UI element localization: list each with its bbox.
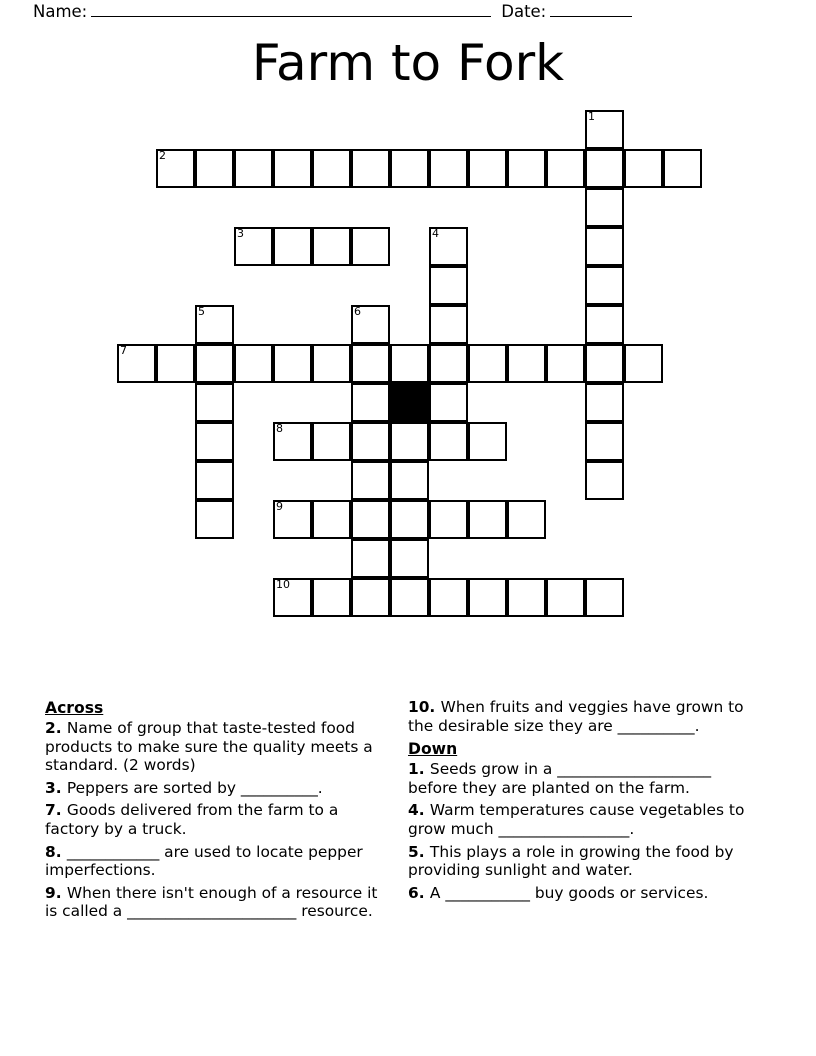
grid-cell[interactable] xyxy=(195,149,234,188)
grid-cell-number: 6 xyxy=(354,305,361,318)
grid-cell-number: 1 xyxy=(588,110,595,123)
grid-cell[interactable] xyxy=(429,227,468,266)
grid-cell[interactable] xyxy=(351,227,390,266)
grid-cell[interactable] xyxy=(195,422,234,461)
clue-text: Warm temperatures cause vegetables to grow much _________________. xyxy=(408,801,745,838)
grid-cell[interactable] xyxy=(390,149,429,188)
clues-column-left xyxy=(45,698,390,925)
grid-cell[interactable] xyxy=(273,578,312,617)
grid-cell[interactable] xyxy=(273,500,312,539)
grid-cell[interactable] xyxy=(312,227,351,266)
grid-cell[interactable] xyxy=(429,149,468,188)
clue-across-10 xyxy=(408,698,753,735)
clue-down-4 xyxy=(408,801,753,838)
grid-cell[interactable] xyxy=(468,344,507,383)
grid-cell[interactable] xyxy=(312,422,351,461)
clue-number: 3. xyxy=(45,778,67,797)
grid-cell[interactable] xyxy=(429,578,468,617)
grid-cell[interactable] xyxy=(585,266,624,305)
grid-cell[interactable] xyxy=(546,578,585,617)
grid-cell[interactable] xyxy=(663,149,702,188)
grid-cell-number: 2 xyxy=(159,149,166,162)
clue-down-1 xyxy=(408,760,753,797)
grid-cell[interactable] xyxy=(273,227,312,266)
grid-cell[interactable] xyxy=(429,422,468,461)
grid-cell[interactable] xyxy=(507,344,546,383)
clue-number: 9. xyxy=(45,883,67,902)
clue-number: 7. xyxy=(45,801,67,820)
clue-text: A ___________ buy goods or services. xyxy=(429,883,709,902)
grid-cell[interactable] xyxy=(546,149,585,188)
grid-cell[interactable] xyxy=(429,266,468,305)
grid-cell[interactable] xyxy=(429,383,468,422)
grid-cell[interactable] xyxy=(234,149,273,188)
clue-text: This plays a role in growing the food by providing sunlight and water. xyxy=(408,842,734,880)
clue-text: Seeds grow in a ____________________ before they are planted on the farm. xyxy=(408,760,712,797)
grid-cell[interactable] xyxy=(585,422,624,461)
down-heading: Down xyxy=(408,740,458,759)
grid-cell[interactable] xyxy=(195,500,234,539)
clue-across-3 xyxy=(45,779,390,798)
grid-cell[interactable] xyxy=(195,344,234,383)
clue-text: Goods delivered from the farm to a factory by a truck. xyxy=(45,801,339,838)
clue-down-6 xyxy=(408,884,753,903)
grid-cell-number: 3 xyxy=(237,227,244,240)
grid-cell[interactable] xyxy=(585,227,624,266)
clue-text: ____________ are used to locate pepper imperfections. xyxy=(45,842,363,880)
grid-cell[interactable] xyxy=(585,305,624,344)
grid-cell[interactable] xyxy=(195,305,234,344)
grid-cell[interactable] xyxy=(468,500,507,539)
grid-cell[interactable] xyxy=(351,461,390,500)
clue-across-7 xyxy=(45,801,390,838)
page-title: Farm to Fork xyxy=(251,34,565,92)
clue-across-9 xyxy=(45,884,390,921)
clue-text: When there isn't enough of a resource it is called a ______________________ resource. xyxy=(45,883,378,921)
grid-cell[interactable] xyxy=(585,188,624,227)
clue-across-2 xyxy=(45,719,390,775)
grid-cell[interactable] xyxy=(351,149,390,188)
clues-column-right xyxy=(408,698,753,906)
grid-cell[interactable] xyxy=(351,578,390,617)
grid-cell[interactable] xyxy=(585,461,624,500)
grid-cell[interactable] xyxy=(585,149,624,188)
grid-cell[interactable] xyxy=(585,110,624,149)
grid-cell[interactable] xyxy=(156,344,195,383)
clue-number: 5. xyxy=(408,842,430,861)
grid-cell[interactable] xyxy=(312,344,351,383)
grid-cell[interactable] xyxy=(624,344,663,383)
grid-cell[interactable] xyxy=(429,500,468,539)
grid-cell[interactable] xyxy=(351,344,390,383)
grid-cell[interactable] xyxy=(273,344,312,383)
grid-cell[interactable] xyxy=(195,383,234,422)
grid-cell[interactable] xyxy=(234,227,273,266)
grid-cell[interactable] xyxy=(507,149,546,188)
clue-number: 4. xyxy=(408,801,430,820)
grid-cell[interactable] xyxy=(390,539,429,578)
grid-cell[interactable] xyxy=(312,578,351,617)
grid-cell[interactable] xyxy=(390,422,429,461)
clue-across-8 xyxy=(45,843,390,880)
grid-cell[interactable] xyxy=(234,344,273,383)
grid-cell[interactable] xyxy=(390,578,429,617)
grid-cell-number: 10 xyxy=(276,578,290,591)
grid-cell[interactable] xyxy=(468,422,507,461)
grid-cell[interactable] xyxy=(585,578,624,617)
grid-cell-number: 8 xyxy=(276,422,283,435)
clue-number: 1. xyxy=(408,760,430,779)
grid-cell[interactable] xyxy=(156,149,195,188)
grid-cell[interactable] xyxy=(351,539,390,578)
grid-cell[interactable] xyxy=(429,344,468,383)
grid-cell[interactable] xyxy=(468,149,507,188)
across-heading: Across xyxy=(45,699,104,717)
clue-number: 6. xyxy=(408,883,430,902)
date-label: Date: xyxy=(501,2,547,21)
grid-cell[interactable] xyxy=(624,149,663,188)
grid-cell[interactable] xyxy=(468,578,507,617)
clue-text: Peppers are sorted by __________. xyxy=(66,778,323,797)
grid-cell[interactable] xyxy=(546,344,585,383)
clue-number: 8. xyxy=(45,842,67,861)
grid-cell-number: 4 xyxy=(432,227,439,240)
grid-cell[interactable] xyxy=(117,344,156,383)
grid-cell[interactable] xyxy=(351,500,390,539)
clues-section xyxy=(0,698,816,998)
grid-cell[interactable] xyxy=(351,305,390,344)
grid-cell[interactable] xyxy=(390,500,429,539)
grid-cell[interactable] xyxy=(585,383,624,422)
clue-number: 10. xyxy=(408,698,441,716)
grid-cell[interactable] xyxy=(390,461,429,500)
grid-cell[interactable] xyxy=(351,383,390,422)
grid-cell[interactable] xyxy=(585,344,624,383)
clue-text: Name of group that taste-tested food products to make sure the quality meets a standard. (2 words) xyxy=(45,719,373,775)
clue-number: 2. xyxy=(45,719,67,737)
name-label: Name: xyxy=(33,2,88,21)
grid-cell[interactable] xyxy=(273,149,312,188)
grid-cell[interactable] xyxy=(312,149,351,188)
grid-cell-number: 7 xyxy=(120,344,127,357)
grid-cell[interactable] xyxy=(429,305,468,344)
clue-down-5 xyxy=(408,843,753,880)
grid-cell[interactable] xyxy=(390,344,429,383)
grid-cell[interactable] xyxy=(273,422,312,461)
grid-cell[interactable] xyxy=(507,500,546,539)
grid-cell[interactable] xyxy=(312,500,351,539)
grid-cell-number: 9 xyxy=(276,500,283,513)
grid-cell-number: 5 xyxy=(198,305,205,318)
grid-cell[interactable] xyxy=(507,578,546,617)
clue-text: When fruits and veggies have grown to the desirable size they are __________. xyxy=(408,698,744,735)
grid-cell[interactable] xyxy=(351,422,390,461)
grid-block-cell xyxy=(390,383,429,422)
grid-cell[interactable] xyxy=(195,461,234,500)
